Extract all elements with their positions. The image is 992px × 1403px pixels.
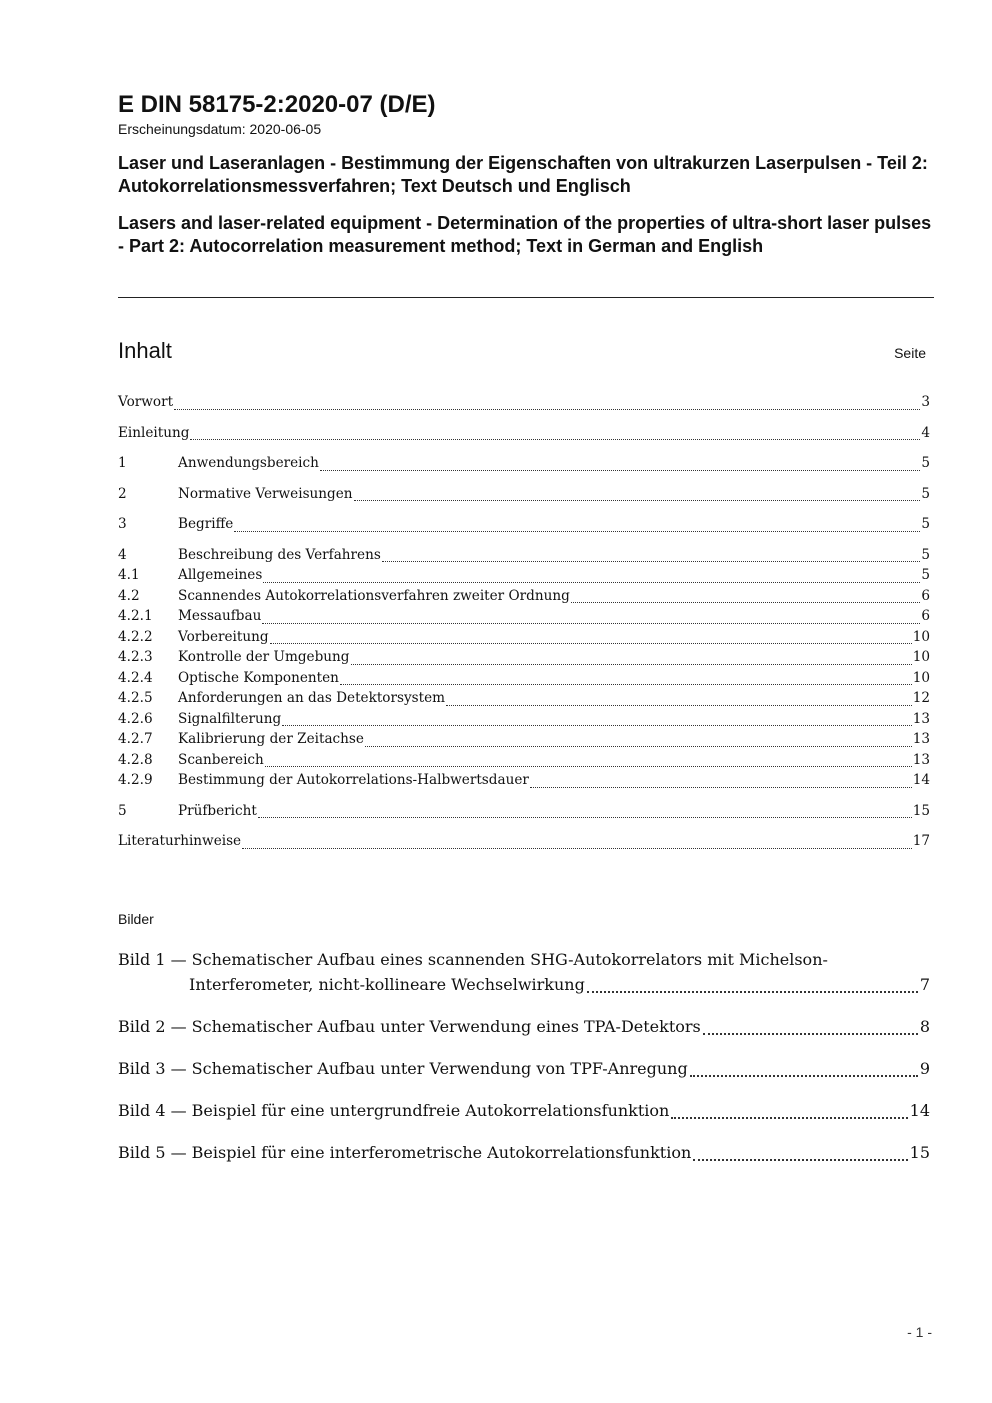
- list-of-figures: [118, 947, 930, 1165]
- figure-label-line2: Interferometer, nicht-kollineare Wechselwirkung: [189, 975, 585, 994]
- toc-page: 10: [912, 669, 930, 686]
- leader-dots: [258, 817, 912, 818]
- toc-entry[interactable]: [118, 709, 930, 730]
- toc-label: Scanbereich: [178, 751, 264, 768]
- toc-label: Vorwort: [118, 394, 174, 410]
- toc-number: 4.1: [118, 567, 140, 583]
- toc-label: Prüfbericht: [178, 802, 257, 819]
- title-german: Laser und Laseranlagen - Bestimmung der Eigenschaften von ultrakurzen Laserpulsen - Teil 2: Autokorrelationsmessverfahren; Text Deutsch und Englisch: [118, 153, 928, 196]
- contents-heading-row: [118, 336, 926, 366]
- toc-page: 17: [912, 833, 930, 849]
- leader-dots: [351, 664, 912, 665]
- figure-entry-3[interactable]: [118, 1056, 930, 1081]
- figure-page: 7: [919, 975, 930, 994]
- document-header: [118, 90, 934, 260]
- toc-page: 14: [912, 772, 930, 788]
- toc-label: Messaufbau: [178, 608, 262, 624]
- toc-label: Beschreibung des Verfahrens: [178, 546, 381, 563]
- leader-dots: [263, 582, 920, 583]
- toc-label: Begriffe: [178, 516, 234, 532]
- toc-entry[interactable]: [118, 668, 930, 689]
- figure-page: 15: [909, 1143, 930, 1162]
- leader-dots: [671, 1117, 907, 1119]
- leader-dots: [354, 500, 921, 501]
- leader-dots: [270, 643, 912, 644]
- leader-dots: [382, 561, 921, 562]
- toc-entry[interactable]: [118, 484, 930, 505]
- toc-entry[interactable]: [118, 770, 930, 791]
- page-number: - 1 -: [907, 1324, 932, 1340]
- toc-page: 4: [921, 424, 930, 441]
- leader-dots: [174, 409, 920, 410]
- toc-page: 6: [921, 608, 930, 624]
- contents-heading: Inhalt: [118, 338, 172, 363]
- toc-label: Allgemeines: [178, 567, 263, 583]
- toc-label: Anwendungsbereich: [178, 455, 319, 471]
- figure-label: Bild 4 — Beispiel für eine untergrundfreie Autokorrelationsfunktion: [118, 1101, 670, 1120]
- toc-page: 13: [912, 710, 930, 727]
- toc-entry[interactable]: [118, 423, 930, 444]
- document-id: E DIN 58175-2:2020-07 (D/E): [118, 91, 436, 118]
- leader-dots: [530, 787, 912, 788]
- figure-label: Bild 2 — Schematischer Aufbau unter Verwendung eines TPA-Detektors: [118, 1017, 701, 1036]
- figure-entry-5[interactable]: [118, 1140, 930, 1165]
- leader-dots: [690, 1075, 918, 1077]
- toc-page: 5: [921, 516, 930, 532]
- figure-entry-4[interactable]: [118, 1098, 930, 1123]
- leader-dots: [190, 439, 920, 440]
- toc-page: 3: [921, 394, 930, 410]
- toc-page: 10: [912, 628, 930, 645]
- publication-date: Erscheinungsdatum: 2020-06-05: [118, 121, 322, 137]
- toc-entry[interactable]: [118, 688, 930, 709]
- toc-label: Signalfilterung: [178, 710, 282, 727]
- toc-label: Scannendes Autokorrelationsverfahren zweiter Ordnung: [178, 587, 570, 604]
- toc-label: Kalibrierung der Zeitachse: [178, 731, 364, 747]
- toc-number: 5: [118, 802, 127, 819]
- toc-number: 4: [118, 546, 127, 563]
- figure-entry-1[interactable]: [118, 947, 930, 997]
- toc-entry[interactable]: [118, 750, 930, 771]
- toc-entry[interactable]: [118, 453, 930, 474]
- toc-entry[interactable]: [118, 801, 930, 822]
- leader-dots: [587, 991, 918, 993]
- figure-page: 14: [909, 1101, 930, 1120]
- leader-dots: [282, 725, 911, 726]
- toc-number: 1: [118, 455, 127, 471]
- leader-dots: [446, 705, 912, 706]
- toc-number: 4.2.7: [118, 731, 153, 747]
- toc-number: 4.2.4: [118, 669, 153, 686]
- figure-label: Bild 3 — Schematischer Aufbau unter Verwendung von TPF-Anregung: [118, 1059, 688, 1078]
- figure-page: 8: [919, 1017, 930, 1036]
- toc-entry[interactable]: [118, 729, 930, 750]
- toc-label: Anforderungen an das Detektorsystem: [178, 690, 446, 706]
- toc-page: 10: [912, 649, 930, 665]
- toc-page: 12: [912, 690, 930, 706]
- toc-label: Vorbereitung: [178, 628, 269, 645]
- table-of-contents: [118, 392, 930, 852]
- toc-number: 4.2.6: [118, 710, 153, 727]
- toc-number: 4.2.3: [118, 649, 153, 665]
- figure-page: 9: [919, 1059, 930, 1078]
- toc-label: Optische Komponenten: [178, 669, 339, 686]
- toc-entry[interactable]: [118, 392, 930, 413]
- toc-number: 2: [118, 485, 127, 502]
- toc-entry[interactable]: [118, 606, 930, 627]
- toc-entry[interactable]: [118, 627, 930, 648]
- toc-label: Kontrolle der Umgebung: [178, 649, 350, 665]
- leader-dots: [340, 684, 912, 685]
- leader-dots: [320, 470, 920, 471]
- leader-dots: [571, 602, 921, 603]
- toc-entry[interactable]: [118, 565, 930, 586]
- toc-page: 13: [912, 751, 930, 768]
- toc-page: 15: [912, 802, 930, 819]
- toc-page: 5: [921, 546, 930, 563]
- toc-label: Literaturhinweise: [118, 833, 242, 849]
- toc-entry[interactable]: [118, 831, 930, 852]
- toc-number: 4.2.8: [118, 751, 153, 768]
- toc-number: 4.2.9: [118, 772, 153, 788]
- figure-label: Bild 5 — Beispiel für eine interferometrische Autokorrelationsfunktion: [118, 1143, 692, 1162]
- toc-label: Einleitung: [118, 424, 190, 441]
- toc-page: 6: [921, 587, 930, 604]
- toc-number: 4.2.2: [118, 628, 153, 645]
- leader-dots: [703, 1033, 918, 1035]
- toc-number: 4.2.1: [118, 608, 153, 624]
- toc-page: 5: [921, 485, 930, 502]
- toc-entry[interactable]: [118, 586, 930, 607]
- leader-dots: [262, 623, 920, 624]
- toc-page: 5: [921, 567, 930, 583]
- leader-dots: [265, 766, 912, 767]
- toc-label: Bestimmung der Autokorrelations-Halbwertsdauer: [178, 772, 529, 788]
- toc-number: 3: [118, 516, 127, 532]
- toc-label: Normative Verweisungen: [178, 485, 353, 502]
- toc-number: 4.2.5: [118, 690, 153, 706]
- toc-entry[interactable]: [118, 514, 930, 535]
- title-english: Lasers and laser-related equipment - Determination of the properties of ultra-short laser pulses - Part 2: Autocorrelation measurement method; Text in German and English: [118, 213, 932, 256]
- figure-entry-2[interactable]: [118, 1014, 930, 1039]
- toc-entry[interactable]: [118, 647, 930, 668]
- toc-page: 13: [912, 731, 930, 747]
- leader-dots: [365, 746, 912, 747]
- toc-number: 4.2: [118, 587, 140, 604]
- leader-dots: [234, 531, 920, 532]
- leader-dots: [242, 848, 912, 849]
- page-column-label: Seite: [894, 345, 926, 361]
- figure-label-line1: Bild 1 — Schematischer Aufbau eines scannenden SHG-Autokorrelators mit Michelson-: [118, 950, 828, 969]
- leader-dots: [693, 1159, 907, 1161]
- toc-entry[interactable]: [118, 545, 930, 566]
- header-divider: [118, 297, 934, 298]
- figures-heading: Bilder: [118, 911, 154, 927]
- toc-page: 5: [921, 455, 930, 471]
